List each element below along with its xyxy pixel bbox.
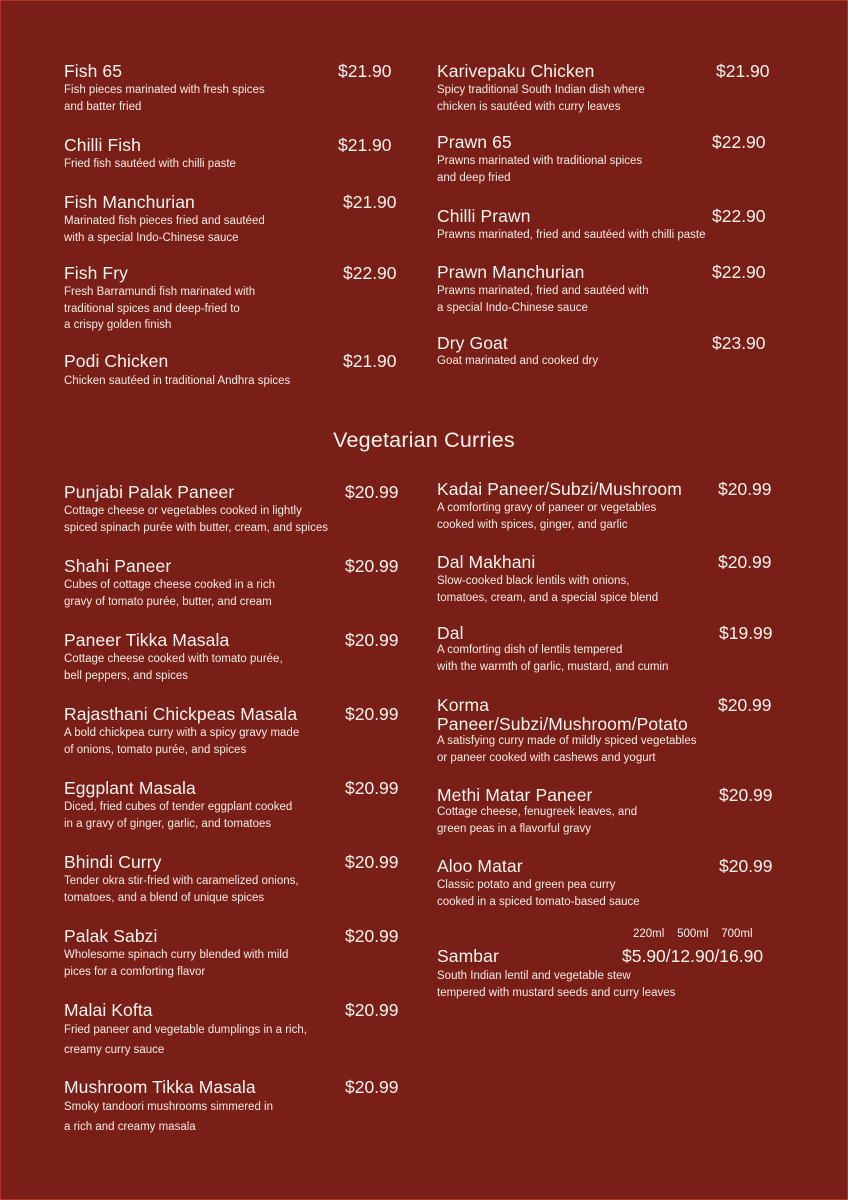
item-price: $20.99: [345, 704, 399, 724]
item-price: $21.90: [343, 192, 397, 212]
item-name: Dal Makhani: [437, 552, 536, 572]
item-price: $20.99: [345, 778, 399, 798]
item-description: Wholesome spinach curry blended with mild pices for a comforting flavor: [64, 949, 289, 978]
item-name: Mushroom Tikka Masala: [64, 1077, 256, 1097]
item-price: $20.99: [719, 856, 773, 876]
item-name: Malai Kofta: [64, 1000, 153, 1020]
item-name: Rajasthani Chickpeas Masala: [64, 704, 298, 724]
item-price: $20.99: [345, 630, 399, 650]
item-name-line2: Paneer/Subzi/Mushroom/Potato: [437, 714, 688, 734]
item-price: $20.99: [718, 695, 772, 715]
item-description: Cottage cheese cooked with tomato purée, bell peppers, and spices: [64, 653, 283, 682]
item-description: Cubes of cottage cheese cooked in a rich gravy of tomato purée, butter, and cream: [64, 579, 275, 608]
item-name: Methi Matar Paneer: [437, 785, 593, 805]
item-name: Chilli Fish: [64, 135, 141, 155]
item-name: Sambar: [437, 946, 499, 966]
item-description: Cottage cheese or vegetables cooked in lightly spiced spinach purée with butter, cream, and spices: [64, 505, 329, 534]
item-name: Shahi Paneer: [64, 556, 172, 576]
item-description: A bold chickpea curry with a spicy gravy made of onions, tomato purée, and spices: [64, 727, 300, 756]
item-price: $20.99: [345, 556, 399, 576]
item-name: Kadai Paneer/Subzi/Mushroom: [437, 479, 682, 499]
item-description: Fried paneer and vegetable dumplings in a rich, creamy curry sauce: [64, 1024, 307, 1056]
item-price: $22.90: [712, 206, 766, 226]
item-name: Korma: [437, 695, 490, 715]
item-name: Bhindi Curry: [64, 852, 162, 872]
item-price: $22.90: [712, 262, 766, 282]
item-price: $21.90: [338, 61, 392, 81]
item-price: $19.99: [719, 623, 773, 643]
item-price: $23.90: [712, 333, 766, 353]
item-description: A comforting gravy of paneer or vegetables cooked with spices, ginger, and garlic: [437, 502, 657, 531]
item-name: Podi Chicken: [64, 351, 169, 371]
item-name: Paneer Tikka Masala: [64, 630, 230, 650]
item-description: Prawns marinated, fried and sautéed with a special Indo-Chinese sauce: [437, 285, 649, 314]
item-price: $22.90: [343, 263, 397, 283]
item-description: Cottage cheese, fenugreek leaves, and green peas in a flavorful gravy: [437, 806, 638, 835]
item-name: Eggplant Masala: [64, 778, 196, 798]
item-name: Prawn Manchurian: [437, 262, 585, 282]
item-description: Prawns marinated with traditional spices and deep fried: [437, 155, 643, 184]
item-price: $21.90: [716, 61, 770, 81]
item-price: $5.90/12.90/16.90: [622, 946, 764, 966]
item-description: Diced, fried cubes of tender eggplant cooked in a gravy of ginger, garlic, and tomatoes: [64, 801, 293, 830]
item-description: Prawns marinated, fried and sautéed with chilli paste: [437, 229, 706, 241]
item-price: $22.90: [712, 132, 766, 152]
item-price: $20.99: [718, 552, 772, 572]
item-price: $20.99: [345, 482, 399, 502]
item-name: Dal: [437, 623, 464, 643]
item-name: Karivepaku Chicken: [437, 61, 595, 81]
item-name: Fish Fry: [64, 263, 128, 283]
item-name: Fish Manchurian: [64, 192, 195, 212]
item-name: Punjabi Palak Paneer: [64, 482, 235, 502]
item-description: Tender okra stir-fried with caramelized onions, tomatoes, and a blend of unique spices: [64, 875, 299, 904]
item-description: South Indian lentil and vegetable stew tempered with mustard seeds and curry leaves: [437, 970, 676, 999]
item-description: Fresh Barramundi fish marinated with traditional spices and deep-fried to a crispy golden finish: [64, 286, 256, 331]
item-description: Spicy traditional South Indian dish where chicken is sautéed with curry leaves: [437, 84, 645, 113]
item-description: Smoky tandoori mushrooms simmered in a rich and creamy masala: [64, 1101, 273, 1133]
item-description: Slow-cooked black lentils with onions, tomatoes, cream, and a special spice blend: [437, 575, 659, 604]
item-price: $20.99: [718, 479, 772, 499]
item-name: Chilli Prawn: [437, 206, 531, 226]
item-name: Prawn 65: [437, 132, 512, 152]
item-price: $20.99: [345, 852, 399, 872]
item-description: Fried fish sautéed with chilli paste: [64, 158, 236, 170]
item-price: $20.99: [345, 1000, 399, 1020]
item-price: $20.99: [345, 1077, 399, 1097]
item-description: A satisfying curry made of mildly spiced vegetables or paneer cooked with cashews and yogurt: [437, 735, 697, 764]
item-price: $21.90: [338, 135, 392, 155]
item-description: Classic potato and green pea curry cooked in a spiced tomato-based sauce: [437, 879, 640, 908]
item-description: Chicken sautéed in traditional Andhra spices: [64, 375, 291, 387]
item-name: Dry Goat: [437, 333, 508, 353]
item-description: Fish pieces marinated with fresh spices and batter fried: [64, 84, 265, 113]
sambar-sizes: 220ml 500ml 700ml: [633, 928, 753, 940]
item-description: Marinated fish pieces fried and sautéed with a special Indo-Chinese sauce: [64, 215, 265, 244]
section-title-vegetarian-curries: Vegetarian Curries: [333, 428, 515, 452]
item-name: Palak Sabzi: [64, 926, 158, 946]
item-price: $20.99: [719, 785, 773, 805]
item-price: $21.90: [343, 351, 397, 371]
item-name: Fish 65: [64, 61, 123, 81]
item-description: Goat marinated and cooked dry: [437, 355, 599, 367]
item-name: Aloo Matar: [437, 856, 523, 876]
item-price: $20.99: [345, 926, 399, 946]
item-description: A comforting dish of lentils tempered with the warmth of garlic, mustard, and cumin: [437, 644, 669, 673]
